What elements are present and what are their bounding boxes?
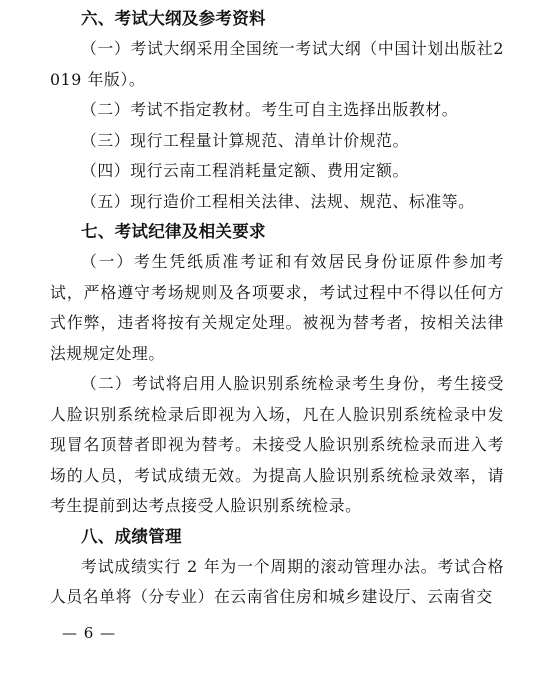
document-body — [50, 4, 504, 613]
section-heading-exam-discipline: 七、考试纪律及相关要求 — [81, 222, 266, 241]
paragraph: （四）现行云南工程消耗量定额、费用定额。 — [81, 161, 409, 180]
paragraph: （二）考试将启用人脸识别系统检录考生身份，考生接受人脸识别系统检录后即视为入场，凡在人脸识别系统检录中发现冒名顶替者即视为替考。未接受人脸识别系统检录而进入考场的人员，考试成绩无效。为提高人脸识别系统检录效率，请考生提前到达考点接受人脸识别系统检录。 — [50, 374, 504, 515]
paragraph: （五）现行造价工程相关法律、法规、规范、标准等。 — [81, 191, 475, 211]
paragraph: 考试成绩实行 2 年为一个周期的滚动管理办法。考试合格人员名单将（分专业）在云南省住房和城乡建设厅、云南省交 — [50, 556, 504, 606]
section-heading-exam-outline: 六、考试大纲及参考资料 — [81, 9, 266, 28]
paragraph: （一）考试大纲采用全国统一考试大纲（中国计划出版社2019 年版）。 — [50, 39, 504, 89]
section-heading-score-management: 八、成绩管理 — [81, 526, 182, 546]
paragraph: （二）考试不指定教材。考生可自主选择出版教材。 — [81, 100, 459, 119]
page-number: — 6 — — [62, 624, 117, 642]
paragraph: （一）考生凭纸质准考证和有效居民身份证原件参加考试，严格遵守考场规则及各项要求，考试过程中不得以任何方式作弊，违者将按有关规定处理。被视为替考者，按相关法律法规规定处理。 — [50, 252, 504, 363]
paragraph: （三）现行工程量计算规范、清单计价规范。 — [81, 130, 409, 150]
